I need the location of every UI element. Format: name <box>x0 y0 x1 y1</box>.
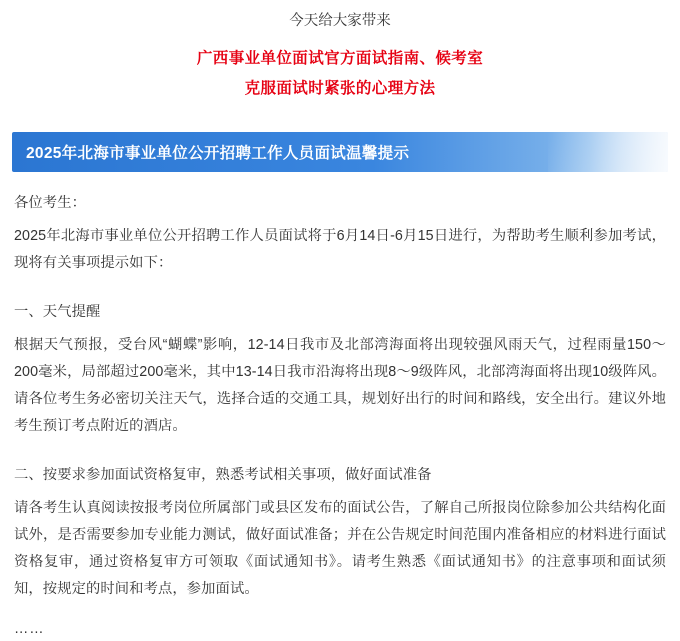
banner-title-bar <box>12 132 668 172</box>
banner-gradient-decoration <box>548 132 668 172</box>
header-block <box>0 0 680 104</box>
banner-title-text: 2025年北海市事业单位公开招聘工作人员面试温馨提示 <box>26 145 410 162</box>
spacer <box>14 446 666 462</box>
banner-section <box>12 132 668 172</box>
header-lead-text: 今天给大家带来 <box>289 13 391 29</box>
section-1-body: 根据天气预报，受台风“蝴蝶”影响，12-14日我市及北部湾海面将出现较强风雨天气，过程雨量150～200毫米，局部超过200毫米，其中13-14日我市沿海将出现8～9级阵风，北部湾海面将出现10级阵风。请各位考生务必密切关注天气，选择合适的交通工具，规划好出行的时间和路线，安全出行。建议外地考生预订考点附近的酒店。 <box>14 337 666 434</box>
intro-paragraph: 2025年北海市事业单位公开招聘工作人员面试将于6月14日-6月15日进行，为帮助考生顺利参加考试，现将有关事项提示如下： <box>14 228 666 271</box>
header-red-line-2: 克服面试时紧张的心理方法 <box>244 80 436 97</box>
salutation-text: 各位考生： <box>14 195 86 211</box>
section-2-body: 请各考生认真阅读按报考岗位所属部门或县区发布的面试公告，了解自己所报岗位除参加公共结构化面试外，是否需要参加专业能力测试，做好面试准备；并在公告规定时间范围内准备相应的材料进行面试资格复审，通过资格复审方可领取《面试通知书》。请考生熟悉《面试通知书》的注意事项和面试须知，按规定的时间和考点，参加面试。 <box>14 500 666 597</box>
ellipsis-text: …… <box>14 621 45 638</box>
spacer <box>14 283 666 299</box>
document-body <box>0 172 680 641</box>
header-red-line-1: 广西事业单位面试官方面试指南、候考室 <box>196 50 484 67</box>
section-2-title: 二、按要求参加面试资格复审，熟悉考试相关事项，做好面试准备 <box>14 467 432 483</box>
section-1-title: 一、天气提醒 <box>14 304 101 320</box>
